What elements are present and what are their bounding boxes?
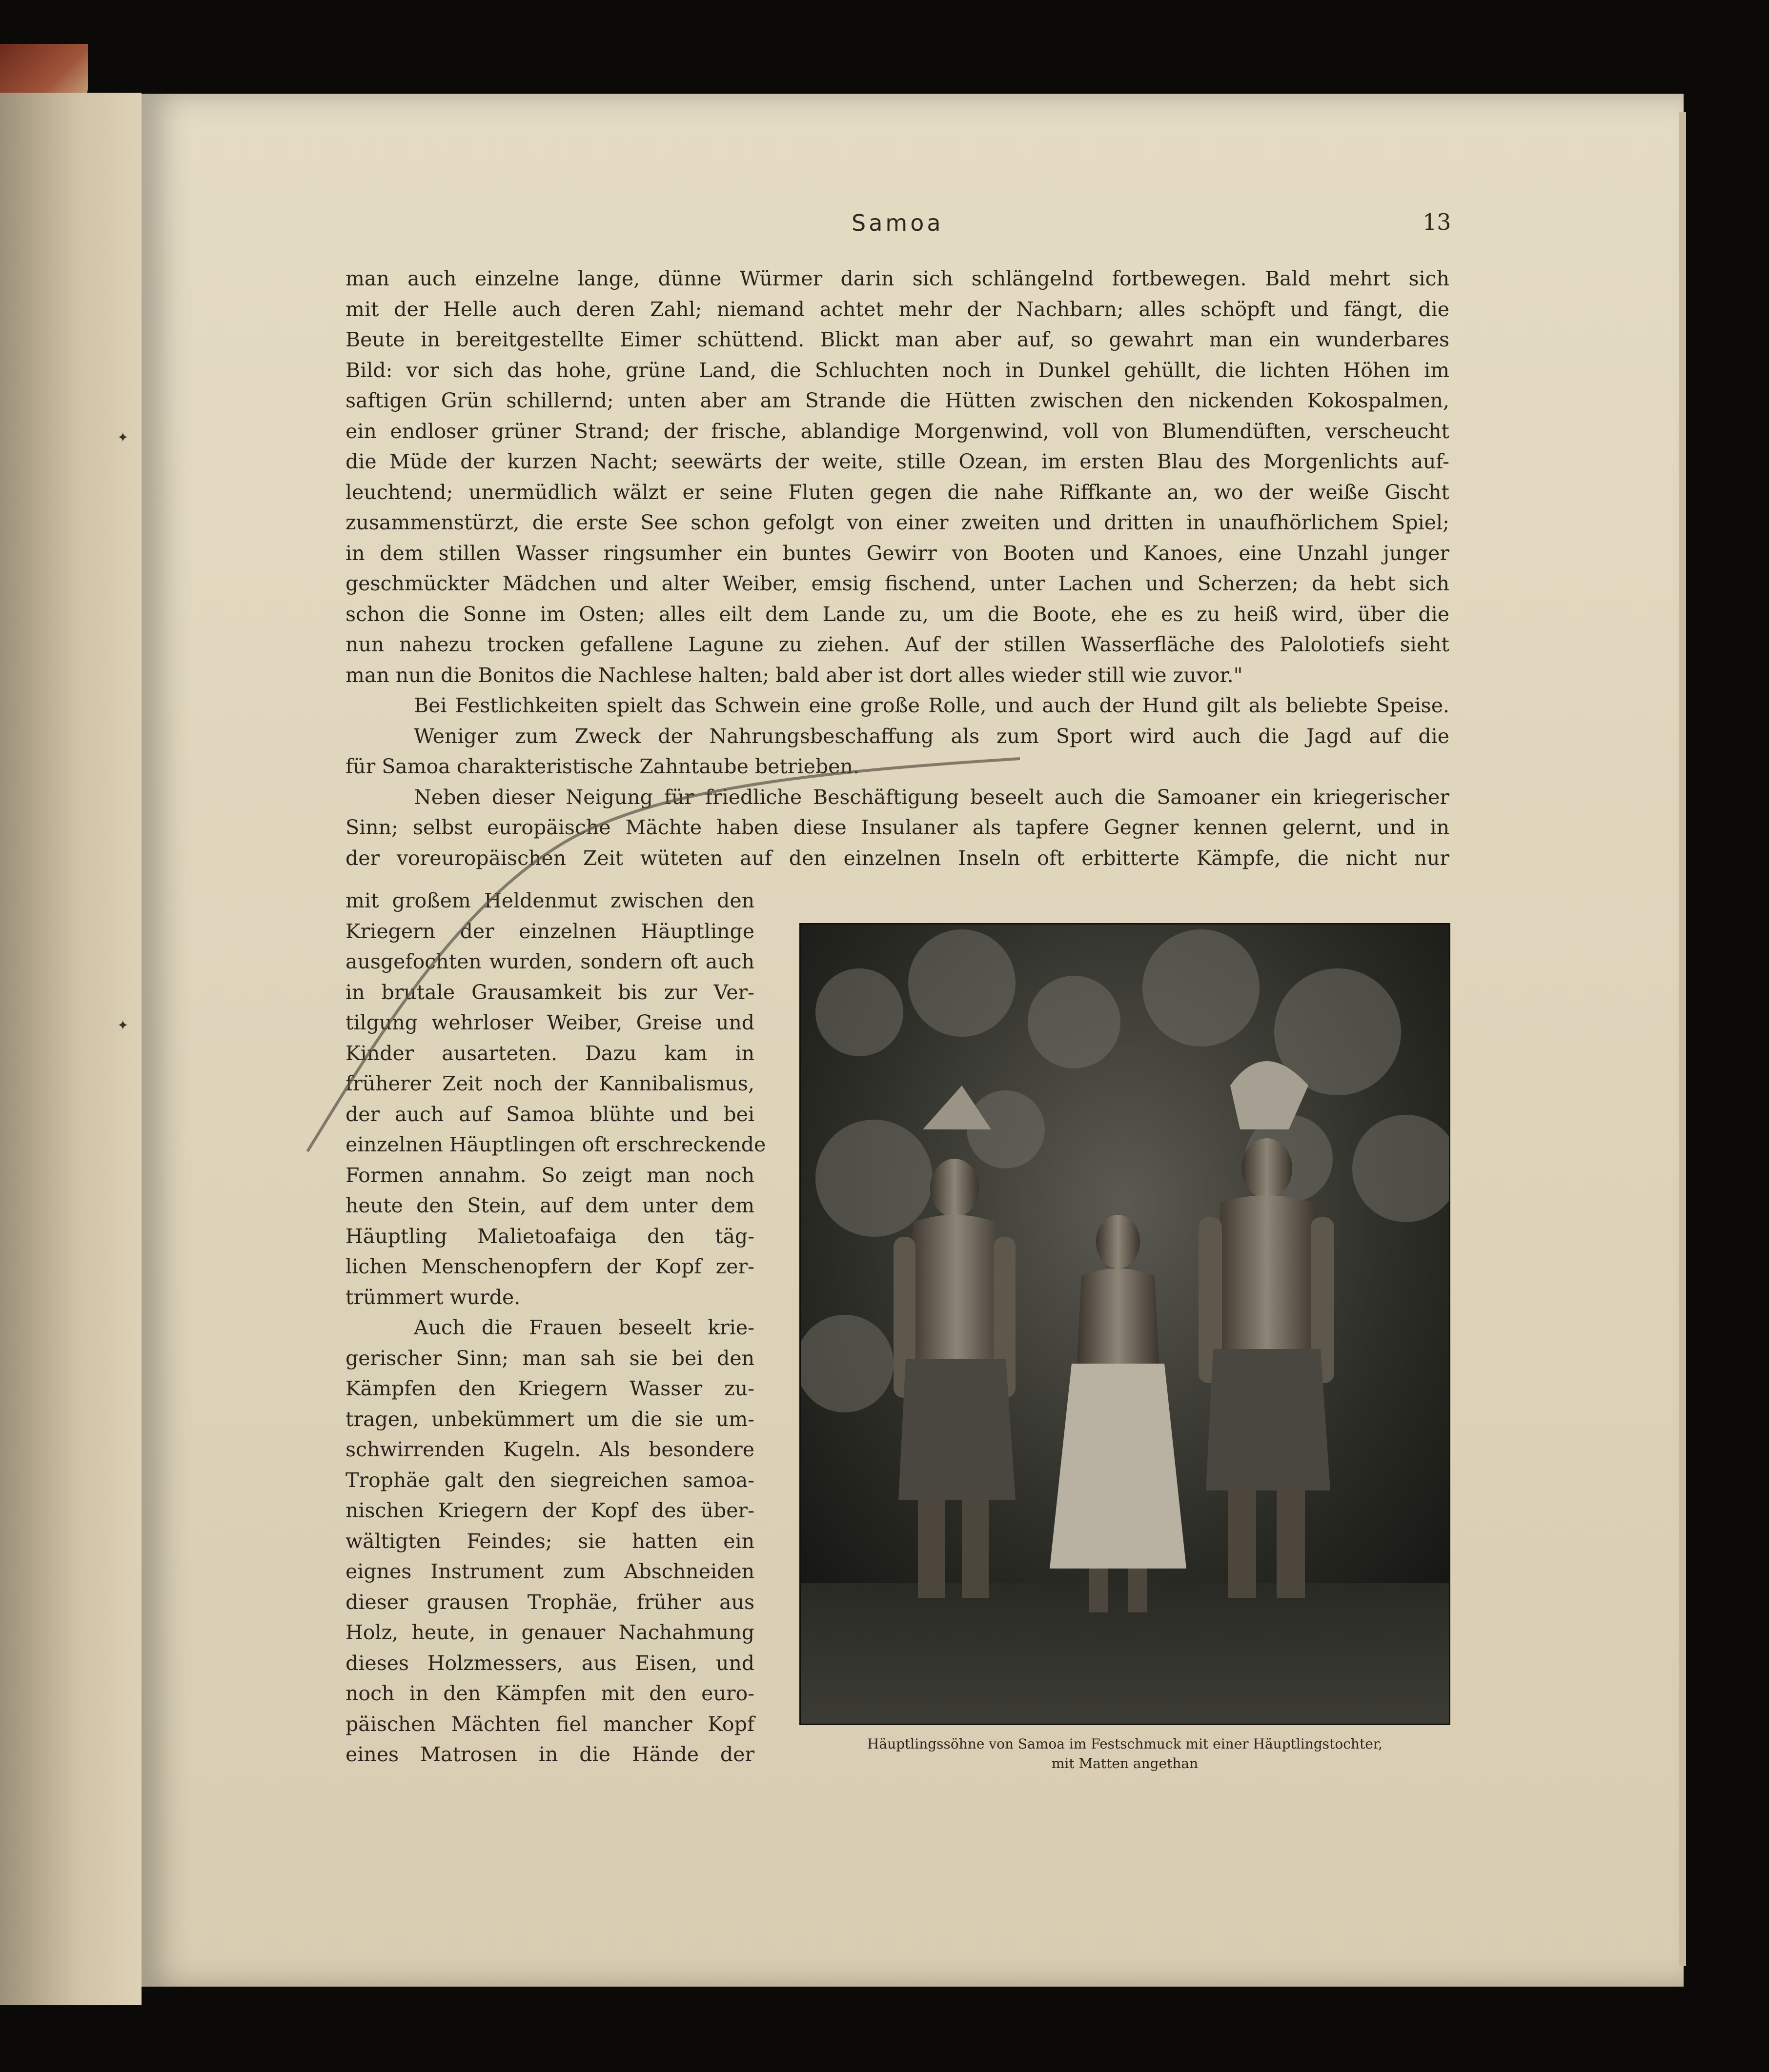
text-line: für Samoa charakteristische Zahntaube betrieben. <box>346 755 859 778</box>
text-line: schon die Sonne im Osten; alles eilt dem Lande zu, um die Boote, ehe es zu heiß wird, über die <box>346 602 1449 626</box>
text-line: Kinder ausarteten. Dazu kam in <box>346 1041 754 1065</box>
text-line: noch in den Kämpfen mit den euro- <box>346 1682 754 1705</box>
text-line: mit großem Heldenmut zwischen den <box>346 889 754 912</box>
running-head-title: Samoa <box>852 210 944 236</box>
margin-mark: ✦ <box>117 1017 129 1033</box>
text-line: leuchtend; unermüdlich wälzt er seine Fluten gegen die nahe Riffkante an, wo der weiße Gischt <box>346 480 1449 504</box>
text-line: päischen Mächten fiel mancher Kopf <box>346 1712 754 1736</box>
text-line: eignes Instrument zum Abschneiden <box>346 1560 754 1583</box>
figure-caption <box>791 1734 1459 1773</box>
text-line: man auch einzelne lange, dünne Würmer darin sich schlängelnd fortbewegen. Bald mehrt sich <box>346 267 1449 290</box>
text-line: gerischer Sinn; man sah sie bei den <box>346 1346 754 1370</box>
caption-line: Häuptlingssöhne von Samoa im Festschmuck mit einer Häuptlingstochter, <box>867 1736 1383 1752</box>
text-line: tragen, unbekümmert um die sie um- <box>346 1407 754 1431</box>
text-line: Bei Festlichkeiten spielt das Schwein eine große Rolle, und auch der Hund gilt als beliebte Speise. <box>414 694 1449 717</box>
text-line: Trophäe galt den siegreichen samoa- <box>346 1468 754 1492</box>
photo-illustration <box>801 925 1449 1724</box>
text-line: in brutale Grausamkeit bis zur Ver- <box>346 980 754 1004</box>
text-line: mit der Helle auch deren Zahl; niemand achtet mehr der Nachbarn; alles schöpft und fängt, die <box>346 297 1449 321</box>
text-line: nischen Kriegern der Kopf des über- <box>346 1499 754 1522</box>
paragraph-4 <box>346 782 1449 874</box>
paragraph-6 <box>346 1312 754 1770</box>
text-line: dieser grausen Trophäe, früher aus <box>346 1590 754 1614</box>
caption-line: mit Matten angethan <box>1051 1755 1199 1771</box>
text-line: der auch auf Samoa blühte und bei <box>346 1102 754 1126</box>
text-line: Formen annahm. So zeigt man noch <box>346 1163 754 1187</box>
text-line: zusammenstürzt, die erste See schon gefolgt von einer zweiten und dritten in unaufhörlichem Spiel; <box>346 511 1449 534</box>
text-line: lichen Menschenopfern der Kopf zer- <box>346 1255 754 1278</box>
text-line: heute den Stein, auf dem unter dem <box>346 1194 754 1217</box>
text-line: saftigen Grün schillernd; unten aber am Strande die Hütten zwischen den nickenden Kokospalmen, <box>346 389 1449 412</box>
text-line: wältigten Feindes; sie hatten ein <box>346 1529 754 1553</box>
paragraph-2 <box>346 690 1449 721</box>
text-line: ein endloser grüner Strand; der frische, ablandige Morgenwind, voll von Blumendüften, verscheucht <box>346 419 1449 443</box>
text-line: der voreuropäischen Zeit wüteten auf den einzelnen Inseln oft erbitterte Kämpfe, die nicht nur <box>346 846 1449 870</box>
text-line: schwirrenden Kugeln. Als besondere <box>346 1438 754 1461</box>
text-line: früherer Zeit noch der Kannibalismus, <box>346 1072 754 1095</box>
paragraph-1 <box>346 263 1449 690</box>
paragraph-3 <box>346 721 1449 782</box>
body-text-main <box>346 263 1449 873</box>
text-line: tilgung wehrloser Weiber, Greise und <box>346 1011 754 1034</box>
text-line: Weniger zum Zweck der Nahrungsbeschaffung als zum Sport wird auch die Jagd auf die <box>414 724 1449 748</box>
text-line: Holz, heute, in genauer Nachahmung <box>346 1621 754 1644</box>
text-line: Sinn; selbst europäische Mächte haben diese Insulaner als tapfere Gegner kennen gelernt, und in <box>346 816 1449 839</box>
text-line: Beute in bereitgestellte Eimer schüttend. Blickt man aber auf, so gewahrt man ein wunderbares <box>346 328 1449 351</box>
text-line: Auch die Frauen beseelt krie- <box>414 1316 754 1339</box>
text-line: Neben dieser Neigung für friedliche Beschäftigung beseelt auch die Samoaner ein kriegerischer <box>414 785 1449 809</box>
text-line: Kriegern der einzelnen Häuptlinge <box>346 919 754 943</box>
text-line: nun nahezu trocken gefallene Lagune zu ziehen. Auf der stillen Wasserfläche des Palolotiefs sieht <box>346 633 1449 656</box>
text-line: geschmückter Mädchen und alter Weiber, emsig fischend, unter Lachen und Scherzen; da hebt sich <box>346 572 1449 595</box>
text-line: man nun die Bonitos die Nachlese halten; bald aber ist dort alles wieder still wie zuvor." <box>346 663 1243 687</box>
body-text-column <box>346 885 766 1770</box>
text-line: einzelnen Häuptlingen oft erschreckende <box>346 1133 766 1156</box>
margin-mark: ✦ <box>117 429 129 445</box>
page-edge <box>1679 112 1686 1966</box>
text-line: Bild: vor sich das hohe, grüne Land, die Schluchten noch in Dunkel gehüllt, die lichten Höhen im <box>346 358 1449 382</box>
text-line: trümmert wurde. <box>346 1285 521 1309</box>
photograph <box>799 923 1450 1725</box>
text-line: in dem stillen Wasser ringsumher ein buntes Gewirr von Booten und Kanoes, eine Unzahl junger <box>346 541 1449 565</box>
text-line: die Müde der kurzen Nacht; seewärts der weite, stille Ozean, im ersten Blau des Morgenlichts auf- <box>346 450 1449 473</box>
text-line: Häuptling Malietoafaiga den täg- <box>346 1224 754 1248</box>
text-line: dieses Holzmessers, aus Eisen, und <box>346 1651 754 1675</box>
text-line: eines Matrosen in die Hände der <box>346 1743 754 1766</box>
text-line: Kämpfen den Kriegern Wasser zu- <box>346 1377 754 1400</box>
paragraph-5 <box>346 885 766 1312</box>
page-number: 13 <box>1423 209 1451 235</box>
previous-page-edge <box>0 93 142 2005</box>
text-line: ausgefochten wurden, sondern oft auch <box>346 950 754 973</box>
